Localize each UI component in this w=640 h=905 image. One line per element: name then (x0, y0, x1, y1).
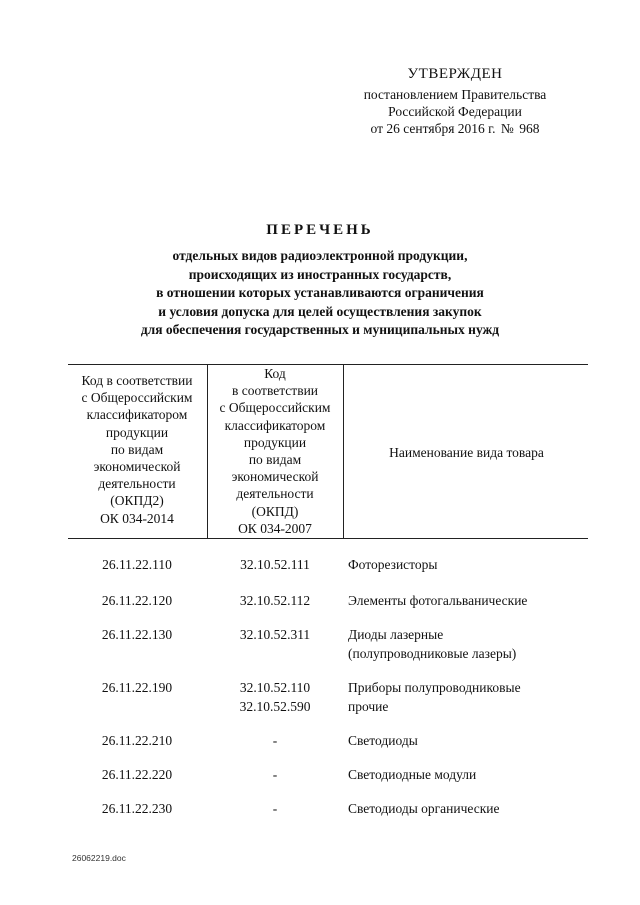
approval-date: от 26 сентября 2016 г. (370, 121, 496, 136)
header-product-name: Наименование вида товара (389, 445, 544, 460)
header-okpd-line: классификатором (224, 417, 326, 433)
header-okpd-line: деятельности (236, 486, 314, 502)
cell-okpd2: 26.11.22.210 (101, 733, 173, 748)
header-okpd-line: по видам (248, 452, 302, 468)
cell-product-name-line: Диоды лазерные (348, 627, 444, 642)
subtitle-line: происходящих из иностранных государств, (188, 266, 452, 282)
cell-product-name (348, 765, 578, 784)
approval-line-2: Российской Федерации (388, 104, 522, 119)
approval-date-line (330, 120, 580, 137)
approval-line-1: постановлением Правительства (363, 87, 547, 102)
header-okpd-line: ОК 034-2007 (238, 520, 312, 536)
header-okpd-line: продукции (243, 434, 307, 450)
header-okpd2-line: продукции (105, 424, 169, 440)
cell-product-name-line: Светодиоды органические (348, 801, 500, 816)
approval-number: 968 (519, 121, 540, 136)
cell-okpd-code: 32.10.52.590 (239, 699, 311, 714)
cell-product-name (348, 555, 578, 574)
cell-okpd (208, 765, 342, 784)
table-header-bottom-rule (68, 538, 588, 539)
header-okpd2-line: экономической (93, 459, 181, 475)
cell-okpd2: 26.11.22.220 (101, 767, 173, 782)
header-okpd2-line: классификатором (86, 407, 188, 423)
cell-okpd2: 26.11.22.230 (101, 801, 173, 816)
cell-product-name (348, 591, 578, 610)
header-okpd-line: с Общероссийским (219, 400, 331, 416)
header-okpd-line: в соответствии (231, 383, 319, 399)
footer-filename: 26062219.doc (72, 853, 126, 863)
cell-product-name (348, 678, 578, 716)
cell-okpd (208, 625, 342, 644)
cell-product-name-line: Светодиоды (348, 733, 418, 748)
header-okpd2 (68, 372, 206, 527)
cell-product-name-line: Фоторезисторы (348, 557, 438, 572)
cell-okpd-code: 32.10.52.311 (239, 627, 311, 642)
cell-product-name (348, 625, 578, 663)
header-okpd2-line: по видам (110, 441, 164, 457)
cell-okpd (208, 799, 342, 818)
approval-number-sign: № (500, 121, 514, 136)
cell-okpd (208, 678, 342, 716)
header-okpd2-line: с Общероссийским (81, 390, 193, 406)
header-okpd2-line: Код в соответствии (81, 373, 193, 388)
table-column-divider (343, 364, 344, 538)
header-okpd2-line: ОК 034-2014 (100, 510, 174, 526)
cell-okpd2: 26.11.22.130 (101, 627, 173, 642)
approval-block (330, 66, 580, 137)
cell-product-name (348, 799, 578, 818)
subtitle-line: в отношении которых устанавливаются ограничения (156, 285, 484, 300)
cell-okpd-code: - (272, 801, 278, 816)
cell-okpd (208, 591, 342, 610)
subtitle-line: и условия допуска для целей осуществления закупок (158, 303, 482, 319)
header-okpd (208, 365, 342, 537)
cell-okpd-code: 32.10.52.110 (239, 680, 311, 695)
header-okpd2-line: (ОКПД2) (110, 493, 164, 509)
cell-okpd2: 26.11.22.110 (102, 557, 172, 572)
cell-product-name-line: (полупроводниковые лазеры) (348, 646, 517, 661)
subtitle-line: для обеспечения государственных и муниципальных нужд (140, 322, 500, 337)
header-okpd-line: Код (264, 366, 286, 381)
cell-okpd (208, 731, 342, 750)
cell-product-name-line: прочие (348, 699, 389, 714)
cell-product-name-line: Элементы фотогальванические (348, 593, 528, 608)
cell-okpd-code: 32.10.52.111 (240, 557, 310, 572)
cell-okpd2: 26.11.22.120 (101, 593, 173, 608)
subtitle-line: отдельных видов радиоэлектронной продукции, (172, 248, 468, 263)
cell-okpd-code: 32.10.52.112 (239, 593, 311, 608)
cell-product-name-line: Светодиодные модули (348, 767, 477, 782)
document-subtitle (60, 247, 580, 340)
header-okpd-line: (ОКПД) (251, 503, 299, 519)
approved-heading: УТВЕРЖДЕН (407, 66, 503, 82)
cell-okpd-code: - (272, 733, 278, 748)
cell-okpd2: 26.11.22.190 (101, 680, 173, 695)
cell-okpd-code: - (272, 767, 278, 782)
cell-product-name-line: Приборы полупроводниковые (348, 680, 521, 695)
cell-okpd (208, 555, 342, 574)
header-okpd2-line: деятельности (98, 476, 176, 492)
header-okpd-line: экономической (231, 469, 319, 485)
cell-product-name (348, 731, 578, 750)
document-title: ПЕРЕЧЕНЬ (266, 222, 374, 238)
